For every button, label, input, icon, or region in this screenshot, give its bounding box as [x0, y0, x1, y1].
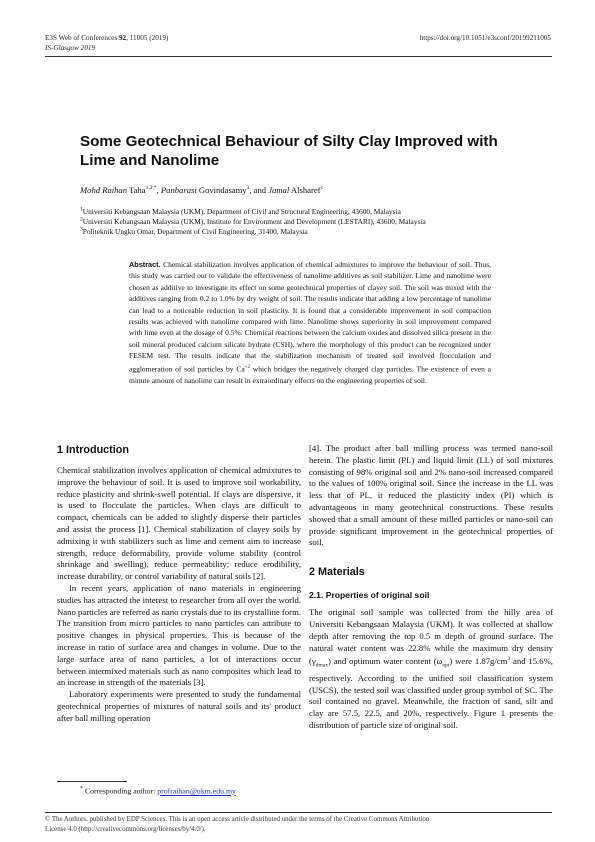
abstract-text: Chemical stabilization involves application of chemical admixtures to improve the behaviour of soil. Thus, this study was carried out to validate the effectiveness of nanolime additives as soil stabilizer. Lime and nanolime were chosen as additive to investigate its effect on some geotechnical properties of clayey soil. The soil was mixed with the additives ranging from 0.2 to 1.0% by dry weight of soil. The results indicate that adding a low percentage of nanolime can lead to a noticeable reduction in soil plasticity. It is found that a considerable improvement in soil compaction results was achieved with nanolime compared with lime. Nanolime shows superiority in soil improvement compared with lime even at the dosage of 0.5%. Chemical reactions between the calcium oxides and dissolved silica present in the soil mineral produced calcium silicate hydrate (CSH), where the morphology of this product can be recognized under FESEM test. The results indicate that the stabilization mechanism of treated soil involved flocculation and agglomeration of soil particles by Ca — [129, 260, 491, 374]
paragraph: Laboratory experiments were presented to study the fundamental geotechnical properties of mixtures of natural soils and its' product after ball milling operation — [57, 689, 301, 723]
email-link[interactable]: profraihan@ukm.edu.my — [157, 786, 236, 796]
paragraph: In recent years, application of nano materials in engineering studies has attracted the interest to researcher from all over the world. Nano particles are referred as nano crystals due to its crystalline form. The transition from micro particles to nano particles can attribute to positive changes in physical properties. This is because of the increase in ratio of surface area and changes in volume. Due to the large surface area of nano particles, a lot of interactions occur between intermixed materials such as nano composites which lead to an increase in strength of the materials [3]. — [57, 582, 301, 688]
superscript: 3 — [507, 656, 511, 663]
paragraph-text: The original soil sample was collected from the hilly area of Universiti Kebangsaan Malaysia (UKM). It was collected at shallow depth after removing the top 0.5 m depth of ground surface. The natural water content was 22.8% while the maximum dry density (γ — [309, 607, 553, 667]
author-family-name: Govindasamy — [196, 185, 247, 195]
paragraph: [4]. The product after ball milling process was termed nano-soil herein. The plastic limit (PL) and liquid limit (LL) of soil mixtures consisting of 98% original soil and 2% nano-soil increased compared to the values of 100% original soil. Since the increase in the LL was less that of PL, it reduced the plasticity index (PI) which is advantageous in many geotechnical constructions. These results showed that a small amount of these milled particles or nano-soil can provide significant improvement in the geotechnical properties of soil. — [309, 443, 553, 548]
doi-text: https://doi.org/10.1051/e3sconf/20199211005 — [419, 34, 551, 42]
subscript: opt — [442, 662, 450, 669]
author-separator: , and — [249, 185, 269, 195]
affiliation-item — [80, 227, 555, 237]
affiliation-list — [80, 207, 555, 238]
paragraph-text: and 15.6%, respectively. According to the unified soil classification system (USCS), the tested soil was classified under group symbol of SC. The soil contained no gravel. Meanwhile, the fraction of sand, silt and clay are 57.5, 22.5, and 20%, respectively. Figure 1 presents the distribution of particle size of original soil. — [309, 656, 553, 730]
affiliation-item — [80, 207, 555, 217]
left-column — [57, 443, 301, 725]
section-heading-introduction: 1 Introduction — [57, 444, 129, 456]
author-list — [80, 185, 550, 196]
author-affil-mark: 1,2,* — [145, 185, 157, 192]
running-header-journal — [45, 33, 168, 43]
affiliation-text: Politeknik Ungku Omar, Department of Civil Engineering, 31400, Malaysia — [82, 227, 308, 237]
license-line: License 4.0 (http://creativecommons.org/licenses/by/4.0/). — [45, 825, 206, 833]
affiliation-number: 1 — [80, 206, 83, 213]
header-rule — [45, 56, 552, 57]
abstract — [129, 259, 491, 386]
footnote-mark: * — [80, 786, 83, 792]
affiliation-number: 2 — [80, 216, 83, 223]
title-line-1: Some Geotechnical Behaviour of Silty Clay Improved with — [80, 133, 498, 150]
author-given-name: Mohd Raihan — [80, 185, 128, 195]
conference-name — [45, 43, 95, 53]
paragraph-text: ) were 1.87g/cm — [449, 656, 508, 667]
affiliation-text: Universiti Kebangsaan Malaysia (UKM), Department of Civil and Structural Engineering, 43600, Malaysia — [82, 207, 401, 216]
journal-name: E3S Web of Conferences — [45, 34, 119, 42]
author-family-name: Taha — [127, 185, 146, 195]
author-given-name: Jamal — [268, 185, 290, 195]
right-column — [309, 443, 553, 732]
footnote-label: Corresponding author: — [83, 786, 158, 796]
title-line-2: Lime and Nanolime — [80, 152, 220, 169]
conference-label: IS-Glasgow 2019 — [45, 44, 96, 52]
affiliation-text: Universiti Kebangsaan Malaysia (UKM), Institute for Environment and Development (LESTARI), 43600, Malaysia — [82, 217, 426, 227]
abstract-superscript: +2 — [244, 364, 250, 370]
author-affil-mark: 3 — [246, 185, 250, 192]
abstract-text-cont: which bridges the negatively charged clay particles. The existence of even a minute amount of nanolime can result in extraordinary effects on the engineering properties of soil. — [129, 364, 491, 385]
author-separator: , — [156, 185, 161, 195]
paragraph — [309, 607, 553, 732]
footnote — [80, 784, 236, 797]
subsection-heading-properties: 2.1. Properties of original soil — [309, 590, 430, 601]
license-line: © The Authors, published by EDP Sciences. This is an open access article distributed under the terms of the Creative Commons Attribution — [45, 816, 430, 823]
affiliation-number: 3 — [80, 226, 83, 233]
footer-rule — [45, 812, 552, 813]
abstract-label: Abstract. — [129, 260, 161, 269]
section-heading-materials: 2 Materials — [309, 566, 365, 579]
paragraph: Chemical stabilization involves application of chemical admixtures to improve the behaviour of soil. It is used to improve soil workability, reduce plasticity and shrink-swell potential. If clays are dispersive, it is used to flocculate the particles. When clays are difficult to compact, chemicals can be added to slightly disperse their particles and assist the process [1]. Chemical stabilization of clayey soils by admixing it with stabilizers such as lime and cement aim to increase strength, reduce deformability, provide volume stability (control shrinkage and swelling), reduce permeability; reduce erodibility, increase durability, or control variability of natural soils [2]. — [57, 465, 301, 582]
author-given-name: Panbarasi — [160, 185, 197, 195]
subscript: dmax — [315, 662, 328, 669]
author-family-name: Alsharef — [289, 185, 321, 195]
issue-info: , 11005 (2019) — [126, 34, 169, 42]
author-affil-mark: 1 — [320, 185, 324, 192]
doi-link[interactable] — [420, 33, 551, 43]
volume-number: 92 — [118, 34, 127, 42]
footnote-rule — [57, 781, 127, 782]
paragraph-text: ) and optimum water content (ω — [327, 656, 443, 667]
paper-title — [80, 132, 550, 170]
affiliation-item — [80, 217, 555, 227]
license-footer — [45, 815, 555, 834]
